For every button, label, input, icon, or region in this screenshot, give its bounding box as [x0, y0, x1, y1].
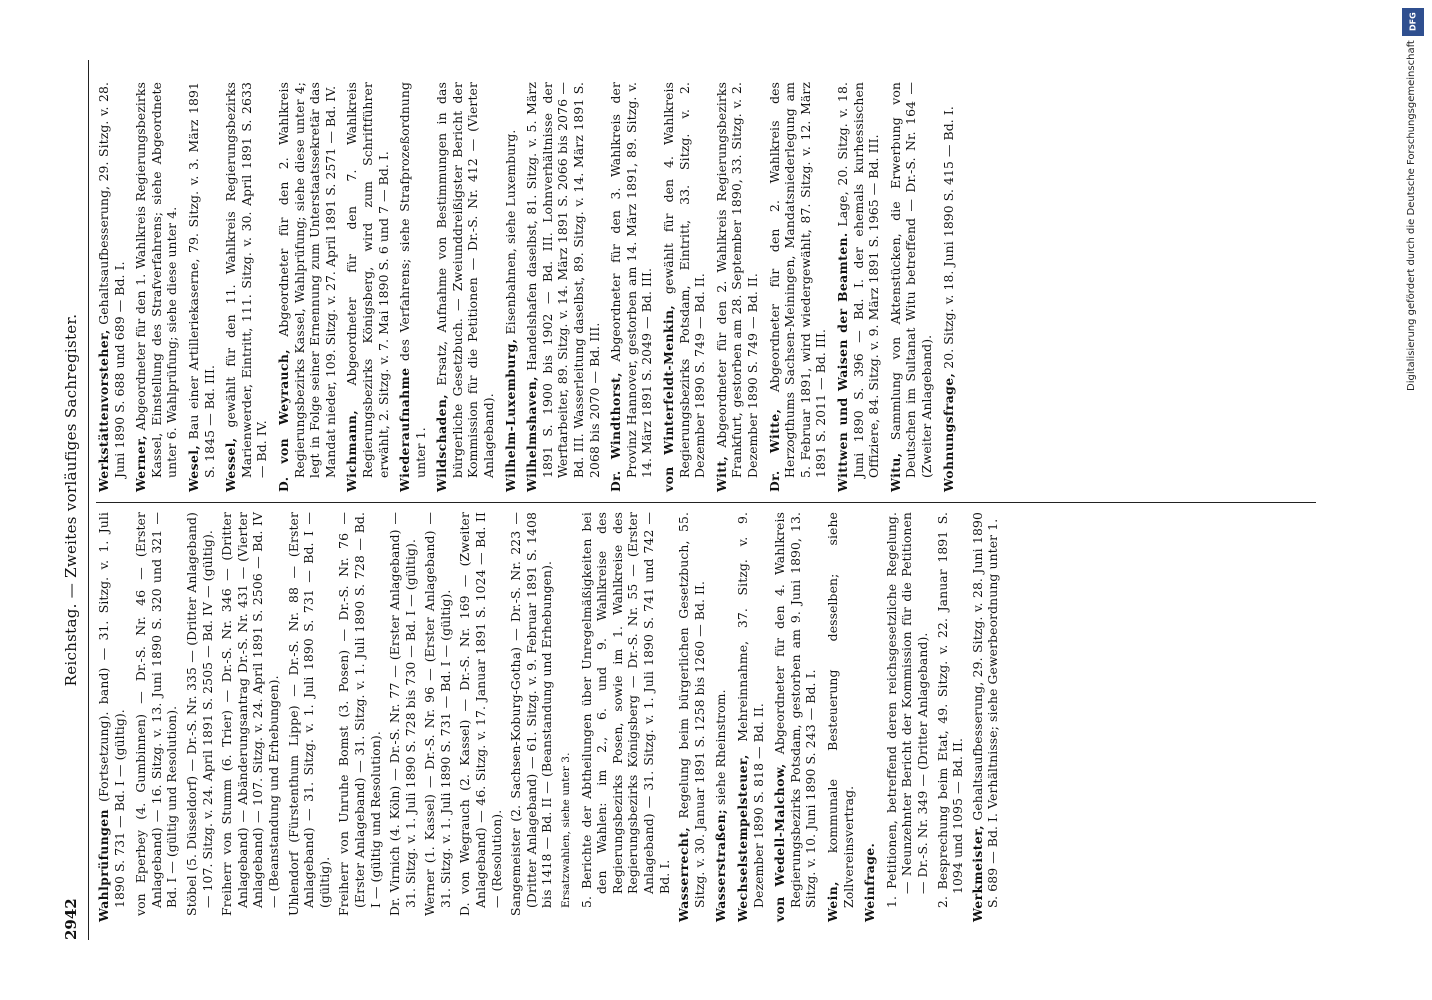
entry-text: Abgeordneter für den 4. Wahlkreis Regierungsbezirks Potsdam, gestorben am 9. Juni 1890, 13. Sitzg. v. 10. Juni 1890 S. 243 — Bd. I.	[772, 512, 819, 908]
index-entry	[524, 82, 602, 492]
sub-entry: Uhlendorf (Fürstenthum Lippe) — Dr.-S. Nr. 88 — (Erster Anlageband) — 31. Sitzg. v. 1. Juli 1890 S. 731 — Bd. I — (gültig).	[285, 512, 332, 916]
entry-keyword: Werkmeister,	[969, 825, 985, 922]
entry-text: Handelshafen daselbst, 81. Sitzg. v. 5. März 1891 S. 1900 bis 1902 — Bd. III. Lohnverhältnisse der Werftarbeiter, 89. Sitzg. v. 14. März 1891 S. 2066 bis 2076 — Bd. III. Wasserleitung daselbst, 89. Sitzg. v. 14. März 1891 S. 2068 bis 2070 — Bd. III.	[524, 82, 602, 478]
entry-keyword: Wittwen und Waisen der Beamten.	[834, 232, 850, 492]
index-entry	[434, 82, 496, 492]
index-entry	[888, 82, 935, 492]
entry-text: Mehreinnahme, 37. Sitzg. v. 9. Dezember 1890 S. 818 — Bd. II.	[734, 512, 766, 908]
entry-keyword: Wasserstraßen;	[713, 809, 729, 922]
column-divider	[96, 502, 1316, 503]
index-entry	[96, 512, 127, 922]
index-entry	[735, 512, 766, 922]
index-entry	[608, 82, 655, 492]
cross-reference-note: Ersatzwahlen, siehe unter 3.	[560, 752, 573, 908]
page-number: 2942	[62, 898, 80, 940]
entry-keyword: Wechselstempelsteuer,	[734, 754, 750, 922]
entry-text: kommunale Besteuerung desselben; siehe Zollvereinsvertrag.	[824, 512, 856, 908]
entry-keyword: Wohnungsfrage,	[940, 372, 956, 492]
index-entry	[186, 82, 217, 492]
index-entry	[344, 82, 391, 492]
index-entry	[767, 82, 829, 492]
index-entry	[503, 82, 519, 492]
header-rule	[88, 60, 89, 940]
page-header	[62, 60, 84, 940]
entry-text: gewählt für den 11. Wahlkreis Regierungsbezirks Marienwerder, Eintritt, 111. Sitzg. v. 30. April 1891 S. 2633 — Bd. IV.	[223, 82, 270, 478]
entry-text: Eisenbahnen, siehe Luxemburg.	[502, 129, 518, 335]
numbered-sub-entry: 5. Berichte der Abtheilungen über Unregelmäßigkeiten bei den Wahlen: im 2., 6. und 9. Wahlkreise des Regierungsbezirks Posen, sowie im 1. Wahlkreise des Regierungsbezirks Königsberg — Dr.-S. Nr. 55 — (Erster Anlageband) — 31. Sitzg. v. 1. Juli 1890 S. 741 und 742 — Bd. I.	[578, 512, 672, 908]
entry-keyword: Werner,	[133, 435, 149, 492]
index-entry	[676, 512, 707, 922]
entry-text: siehe Rheinstrom.	[713, 689, 729, 805]
left-column	[96, 512, 1007, 922]
right-column	[96, 82, 962, 492]
entry-keyword: Wessel,	[223, 437, 239, 492]
entry-text: Abgeordneter für den 7. Wahlkreis Regierungsbezirks Königsberg, wird zum Schriftführer erwählt, 2. Sitzg. v. 7. Mai 1890 S. 6 und 7 — Bd. I.	[344, 82, 391, 478]
entry-keyword: Witt,	[713, 455, 729, 492]
entry-keyword: Werkstättenvorsteher,	[96, 329, 111, 492]
index-entry	[713, 512, 729, 922]
index-entry	[96, 82, 127, 492]
entry-keyword: Wiederaufnahme	[397, 367, 413, 492]
entry-keyword: Dr. Witte,	[766, 408, 782, 492]
entry-keyword: Wilhelm-Luxemburg,	[502, 338, 518, 492]
entry-text: Abgeordneter für den 2. Wahlkreis Regierungsbezirks Frankfurt, gestorben am 28. September 1890, 33. Sitzg. v. 2. Dezember 1890 S. 749 — Bd. II.	[713, 82, 760, 478]
sub-entry: Werner (1. Kassel) — Dr.-S. Nr. 96 — (Erster Anlageband) — 31. Sitzg. v. 1. Juli 1890 S. 731 — Bd. I — (gültig).	[422, 512, 453, 916]
entry-keyword: Weinfrage.	[862, 842, 878, 922]
entry-text: Abgeordneter für den 1. Wahlkreis Regierungsbezirks Kassel, Einstellung des Strafverfahrens; siehe Abgeordnete unter 6. Wahlprüfung; siehe diese unter 4.	[133, 82, 180, 478]
entry-keyword: D. von Weyrauch,	[275, 348, 291, 492]
index-entry	[397, 82, 428, 492]
index-entry	[661, 82, 708, 492]
index-entry	[714, 82, 761, 492]
index-entry	[825, 512, 856, 922]
entry-text: Ersatz, Aufnahme von Bestimmungen in das bürgerliche Gesetzbuch. — Zweiunddreißigster Bericht der Kommission für die Petitionen — Dr.-S. Nr. 412 — (Vierter Anlageband).	[434, 82, 497, 478]
entry-keyword: Wichmann,	[344, 409, 360, 492]
running-title: Reichstag. — Zweites vorläufiges Sachregister.	[62, 313, 80, 687]
index-entry	[223, 82, 270, 492]
sub-entry: Freiherr von Unruhe Bomst (3. Posen) — Dr.-S. Nr. 76 — (Erster Anlageband) — 31. Sitzg. v. 1. Juli 1890 S. 728 — Bd. I — (gültig und Resolution).	[336, 512, 383, 916]
index-entry	[133, 82, 180, 492]
entry-text: Bau einer Artilleriekaserne, 79. Sitzg. v. 3. März 1891 S. 1845 — Bd. III.	[185, 82, 217, 478]
entry-text: Abgeordneter für den 2. Wahlkreis des Herzogthums Sachsen-Meiningen, Mandatsniederlegung am 5. Februar 1891, wird wiedergewählt, 87. Sitzg. v. 12. März 1891 S. 2011 — Bd. III.	[766, 82, 829, 478]
entry-keyword: Dr. Windthorst,	[608, 372, 624, 492]
entry-text: Lage, 20. Sitzg. v. 18. Juni 1890 S. 396 — Bd. I. der ehemals kurhessischen Offiziere, 84. Sitzg. v. 9. März 1891 S. 1965 — Bd. III.	[834, 82, 882, 478]
entry-text: Abgeordneter für den 2. Wahlkreis Regierungsbezirks Kassel, Wahlprüfung; siehe diese unter 4; legt in Folge seiner Ernennung zum Unterstaatssekretär das Mandat nieder, 109. Sitzg. v. 27. April 1891 S. 2571 — Bd. IV.	[275, 82, 338, 478]
entry-text: (Fortsetzung). band) — 31. Sitzg. v. 1. Juli 1890 S. 731 — Bd. I — (gültig).	[96, 512, 127, 908]
entry-keyword: von Winterfeldt-Menkin,	[661, 304, 676, 492]
entry-keyword: Wein,	[824, 881, 840, 922]
sub-entry: D. von Wegrauch (2. Kassel) — Dr.-S. Nr. 169 — (Zweiter Anlageband) — 46. Sitzg. v. 17. Januar 1891 S. 1024 — Bd. II — (Resolution).	[457, 512, 504, 916]
index-entry	[941, 82, 957, 492]
sub-entry: Freiherr von Stumm (6. Trier) — Dr.-S. Nr. 346 — (Dritter Anlageband) — Abänderungsantrag Dr.-S. Nr. 431 — (Vierter Anlageband) — 107. Sitzg. v. 24. April 1891 S. 2506 — Bd. IV — (Beanstandung und Erhebungen).	[219, 512, 281, 916]
index-entry	[862, 512, 878, 922]
sub-entry: von Eperbey (4. Gumbinnen) — Dr.-S. Nr. 46 — (Erster Anlageband) — 16. Sitzg. v. 13. Juni 1890 S. 320 und 321 — Bd. I — (gültig und Resolution).	[133, 512, 180, 916]
entry-text: des Verfahrens; siehe Strafprozeßordnung unter 1.	[397, 82, 428, 478]
index-entry	[276, 82, 338, 492]
entry-text: Gehaltsaufbesserung, 29. Sitzg. v. 28. Juni 1890 S. 688 und 689 — Bd. I.	[96, 82, 127, 478]
entry-text: Gehaltsaufbesserung, 29. Sitzg. v. 28. Juni 1890 S. 689 — Bd. I. Verhältnisse; siehe Gewerbeordnung unter 1.	[969, 512, 1001, 908]
numbered-sub-entry: 2. Besprechung beim Etat, 49. Sitzg. v. 22. Januar 1891 S. 1094 und 1095 — Bd. II.	[934, 512, 966, 908]
sub-entry: Sangemeister (2. Sachsen-Koburg-Gotha) — Dr.-S. Nr. 223 — (Dritter Anlageband) — 61. Sitzg. v. 9. Februar 1891 S. 1408 bis 1418 — Bd. II — (Beanstandung und Erhebungen).	[508, 512, 555, 916]
entry-keyword: Wesel,	[185, 444, 201, 492]
sub-entry: Dr. Virnich (4. Köln) — Dr.-S. Nr. 77 — (Erster Anlageband) — 31. Sitzg. v. 1. Juli 1890 S. 728 bis 730 — Bd. I — (gültig).	[387, 512, 418, 916]
entry-text: Sammlung von Aktenstücken, die Erwerbung von Deutschen im Sultanat Witu betreffend — Dr.-S. Nr. 164 — (Zweiter Anlageband).	[887, 82, 934, 478]
sub-entry: Stöbel (5. Düsseldorf) — Dr.-S. Nr. 335 — (Dritter Anlageband) — 107. Sitzg. v. 24. April 1891 S. 2505 — Bd. IV — (gültig).	[183, 512, 215, 916]
index-entry	[970, 512, 1001, 922]
digitization-credit: Digitalisierung gefördert durch die Deutsche Forschungsgemeinschaft	[1406, 40, 1417, 391]
index-entry	[772, 512, 819, 922]
entry-text: gewählt für den 4. Wahlkreis Regierungsbezirks Potsdam, Eintritt, 33. Sitzg. v. 2. Dezember 1890 S. 749 — Bd. II.	[661, 82, 708, 478]
index-entry	[835, 82, 882, 492]
entry-keyword: Wasserrecht,	[676, 826, 692, 922]
numbered-sub-entry: 1. Petitionen, betreffend deren reichsgesetzliche Regelung. — Neunzehnter Bericht der Kommission für die Petitionen — Dr.-S. Nr. 349 — (Dritter Anlageband).	[883, 512, 930, 908]
entry-text: Abgeordneter für den 3. Wahlkreis der Provinz Hannover, gestorben am 14. März 1891, 89. Sitzg. v. 14. März 1891 S. 2049 — Bd. III.	[608, 82, 655, 478]
entry-keyword: Witu,	[887, 452, 903, 492]
entry-keyword: Wahlprüfungen	[96, 809, 111, 922]
entry-text: 20. Sitzg. v. 18. Juni 1890 S. 415 — Bd. I.	[940, 106, 956, 369]
entry-keyword: Wildschaden,	[434, 393, 450, 492]
dfg-logo: DFG	[1402, 8, 1424, 36]
entry-text: Regelung beim bürgerlichen Gesetzbuch, 55. Sitzg. v. 30. Januar 1891 S. 1258 bis 1260 — Bd. II.	[676, 512, 707, 908]
entry-keyword: von Wedell-Malchow,	[772, 763, 788, 922]
entry-keyword: Wilhelmshaven,	[524, 376, 540, 492]
